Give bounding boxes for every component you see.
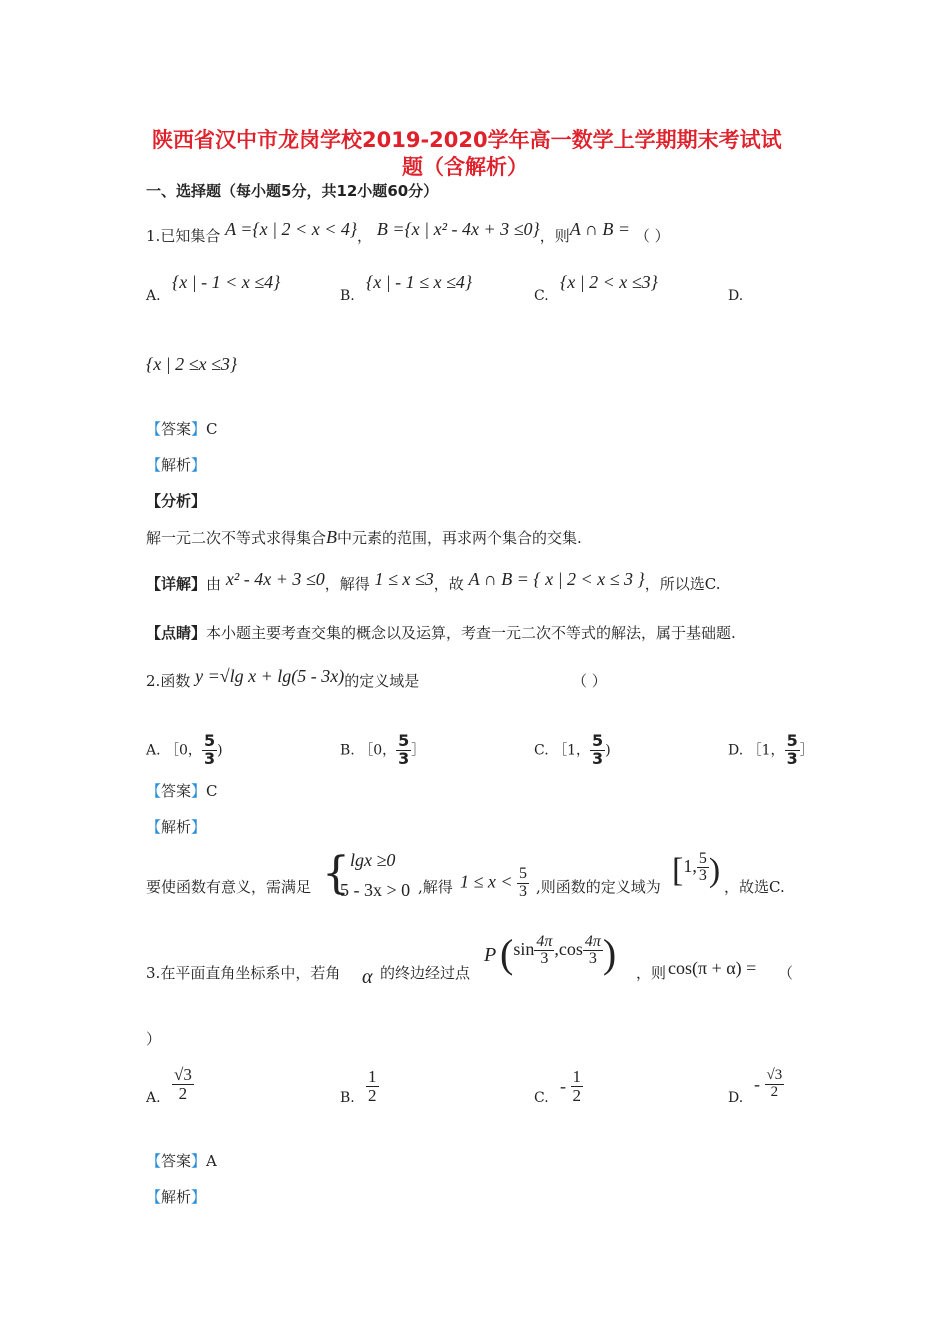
- q1-option-c-label: C.: [534, 288, 549, 304]
- q2-function: y =√lg x + lg(5 - 3x): [195, 666, 345, 686]
- q2-option-a-pre: ［0，: [165, 742, 202, 759]
- q2-domain-pre: 1,: [683, 856, 697, 876]
- page-title-line-1: 陕西省汉中市龙岗学校2019-2020学年高一数学上学期期末考试试: [152, 128, 782, 152]
- q2-option-c-post: ): [605, 742, 611, 759]
- analysis-label: 解析: [161, 456, 192, 474]
- q2-option-d-fraction: [785, 733, 800, 768]
- detail-label: 详解: [161, 575, 192, 593]
- q3-option-c-sign: -: [560, 1075, 566, 1096]
- q2-system-brace: {: [322, 848, 350, 899]
- q2-fraction-num: 5: [786, 731, 798, 750]
- q3-option-b: [366, 1068, 379, 1105]
- q2-analysis-text-1: 要使函数有意义，需满足: [146, 878, 312, 896]
- q2-solution-num: 5: [519, 865, 528, 882]
- comment-label: 点睛: [161, 624, 192, 642]
- q2-number: 2.: [146, 672, 161, 690]
- q3-option-b-den: 2: [368, 1085, 377, 1105]
- q1-detail-expr-2: 1 ≤ x ≤3: [374, 569, 434, 589]
- q1-stem: [146, 219, 670, 246]
- q3-option-a-label: A.: [146, 1090, 161, 1106]
- page-title-line-2: 题（含解析）: [402, 155, 528, 179]
- q2-stem-part-2: 的定义域是: [344, 672, 420, 690]
- q2-analysis-text-4: ，故选C.: [724, 878, 785, 896]
- q1-fenxi-b: B: [326, 527, 338, 547]
- q1-comma: ，: [357, 227, 373, 245]
- q1-fenxi-text: [146, 527, 582, 548]
- q1-set-a: A ={x | 2 < x < 4}: [225, 219, 358, 239]
- q3-sin-fraction: [534, 934, 554, 969]
- q1-number: 1.: [146, 227, 161, 245]
- q3-cos-den: 3: [588, 950, 597, 968]
- q3-point-p: P: [484, 944, 497, 966]
- q2-analysis-text-2: ,解得: [418, 878, 453, 896]
- q3-expression: cos(π + α) =: [668, 958, 757, 978]
- q1-option-b-label: B.: [340, 288, 355, 304]
- q3-number: 3.: [146, 964, 161, 982]
- q2-option-c-fraction: [590, 733, 605, 768]
- q3-stem-part-3: ，则: [636, 964, 667, 982]
- q3-point-coords: (sin $\frac{4\pi}{3}$ ,cos $\frac{4\pi}{3}$ ): [500, 931, 617, 976]
- q3-answer-value: A: [206, 1152, 217, 1170]
- q2-fraction-num: 5: [592, 731, 604, 750]
- q2-fraction-den: 3: [592, 748, 604, 768]
- q2-domain-num: 5: [698, 849, 707, 867]
- q1-comment-text: 本小题主要考查交集的概念以及运算，考查一元二次不等式的解法，属于基础题.: [206, 624, 736, 642]
- q1-fenxi-part-1: 解一元二次不等式求得集合: [146, 529, 327, 547]
- q1-answer-value: C: [206, 420, 218, 438]
- q2-condition-1: lgx ≥0: [350, 850, 396, 870]
- q3-paren-open: （: [778, 964, 794, 982]
- section-heading: 一、选择题（每小题5分，共12小题60分）: [146, 182, 439, 200]
- q1-option-a-label: A.: [146, 288, 161, 304]
- answer-label: 答案: [161, 420, 192, 438]
- q2-fraction-num: 5: [398, 731, 410, 750]
- q2-solution-den: 3: [519, 882, 528, 900]
- q1-then: ，则: [539, 227, 570, 245]
- q3-alpha: α: [362, 966, 373, 988]
- q1-detail-expr-3: A ∩ B = { x | 2 < x ≤ 3 }: [468, 569, 645, 589]
- q3-sin: sin: [513, 939, 535, 959]
- q3-analysis-heading: 【解析】: [146, 1188, 207, 1206]
- q2-domain: [1, $\frac{5}{3}$ ): [672, 849, 721, 889]
- q1-option-d: {x | 2 ≤x ≤3}: [146, 354, 238, 374]
- q1-option-d-label: D.: [728, 288, 744, 304]
- q3-option-b-label: B.: [340, 1090, 355, 1106]
- q1-detail-expr-1: x² - 4x + 3 ≤0: [225, 569, 325, 589]
- q1-answer: 【答案】C: [146, 420, 218, 438]
- q2-solution: [460, 866, 529, 901]
- q1-detail-part-2: ，解得: [324, 575, 370, 593]
- q2-option-b: [340, 733, 425, 768]
- q2-domain-den: 3: [698, 867, 707, 885]
- q3-option-c: [560, 1068, 583, 1105]
- q1-stem-text: 已知集合: [160, 227, 221, 245]
- q1-detail-part-4: ，所以选C.: [644, 575, 721, 593]
- q1-fenxi-part-2: 中元素的范围，再求两个集合的交集.: [337, 529, 582, 547]
- q3-option-d-den: 2: [770, 1083, 779, 1100]
- q1-paren: （ ）: [634, 227, 670, 245]
- q2-option-d-post: ］: [799, 742, 814, 759]
- q2-option-c-pre: ［1，: [553, 742, 591, 759]
- q2-answer: 【答案】C: [146, 782, 218, 800]
- q1-detail-part-1: 由: [206, 575, 222, 593]
- q3-stem-part-1: [146, 962, 340, 983]
- q1-option-a: {x | - 1 < x ≤4}: [172, 272, 281, 292]
- q3-sin-den: 3: [540, 950, 549, 968]
- q3-option-d-sign: -: [754, 1073, 760, 1094]
- analysis-label: 解析: [161, 818, 192, 836]
- q3-stem-part-2: 的终边经过点: [380, 964, 471, 982]
- q2-option-a-label: A.: [146, 742, 161, 759]
- q1-option-c: {x | 2 < x ≤3}: [560, 272, 658, 292]
- q1-detail-part-3: ，故: [433, 575, 464, 593]
- q2-option-b-label: B.: [340, 742, 355, 759]
- q2-option-b-post: ］: [411, 742, 426, 759]
- q2-option-d-pre: ［1，: [747, 742, 785, 759]
- q2-option-a: [146, 733, 223, 768]
- q2-analysis-text-3: ,则函数的定义域为: [536, 878, 661, 896]
- q1-analysis-heading: 【解析】: [146, 456, 207, 474]
- q3-option-b-num: 1: [368, 1067, 377, 1086]
- analysis-label: 解析: [161, 1188, 192, 1206]
- q3-cos-fraction: [583, 934, 603, 969]
- q2-option-d: [728, 733, 814, 768]
- q2-fraction-den: 3: [398, 748, 410, 768]
- q3-point: [484, 944, 496, 967]
- q2-fraction-den: 3: [786, 748, 798, 768]
- answer-label: 答案: [161, 782, 192, 800]
- q3-cos-num: 4π: [584, 932, 601, 950]
- q2-domain-fraction: [697, 851, 709, 886]
- q3-option-c-num: 1: [572, 1067, 581, 1086]
- q1-expr: A ∩ B =: [569, 219, 631, 239]
- q3-answer: 【答案】A: [146, 1152, 217, 1170]
- q3-stem-text-1: 在平面直角坐标系中，若角: [160, 964, 341, 982]
- q2-option-b-pre: ［0，: [359, 742, 397, 759]
- q3-option-a-num: √3: [174, 1065, 192, 1084]
- q3-sin-num: 4π: [536, 932, 553, 950]
- q3-paren-close: ）: [146, 1030, 162, 1048]
- q3-cos: ,cos: [554, 939, 583, 959]
- q2-fraction-den: 3: [203, 748, 216, 768]
- q3-option-d: [754, 1068, 784, 1101]
- q2-solution-pre: 1 ≤ x <: [460, 871, 513, 892]
- q2-option-a-post: ): [217, 742, 223, 759]
- fenxi-label: 分析: [161, 492, 192, 510]
- q2-condition-2: 5 - 3x > 0: [340, 880, 411, 900]
- q3-option-a: [172, 1066, 194, 1103]
- q2-solution-fraction: [517, 866, 529, 901]
- q1-set-b: B ={x | x² - 4x + 3 ≤0}: [376, 219, 540, 239]
- q2-fraction-num: 5: [203, 731, 216, 750]
- q3-option-d-num: √3: [766, 1067, 783, 1083]
- q2-option-b-fraction: [396, 733, 411, 768]
- q2-stem: [146, 666, 420, 691]
- q1-comment: 【点睛】本小题主要考查交集的概念以及运算，考查一元二次不等式的解法，属于基础题.: [146, 624, 736, 642]
- q2-option-d-label: D.: [728, 742, 744, 759]
- q1-option-b: {x | - 1 ≤ x ≤4}: [366, 272, 473, 292]
- q2-analysis-heading: 【解析】: [146, 818, 207, 836]
- q1-fenxi-heading: 【分析】: [146, 492, 207, 510]
- q2-answer-value: C: [206, 782, 218, 800]
- answer-label: 答案: [161, 1152, 192, 1170]
- q3-option-a-den: 2: [178, 1083, 188, 1103]
- q2-option-a-fraction: [202, 733, 217, 768]
- q2-stem-part-1: 函数: [160, 672, 191, 690]
- q3-option-d-label: D.: [728, 1090, 744, 1106]
- q2-option-c-label: C.: [534, 742, 549, 759]
- q1-detail: 【详解】由 x² - 4x + 3 ≤0，解得 1 ≤ x ≤3，故 A ∩ B = { x | 2 < x ≤ 3 }，所以选C.: [146, 569, 721, 593]
- q3-option-c-label: C.: [534, 1090, 549, 1106]
- q2-paren: （ ）: [572, 672, 607, 690]
- q2-option-c: [534, 733, 611, 768]
- q3-option-c-den: 2: [572, 1085, 581, 1105]
